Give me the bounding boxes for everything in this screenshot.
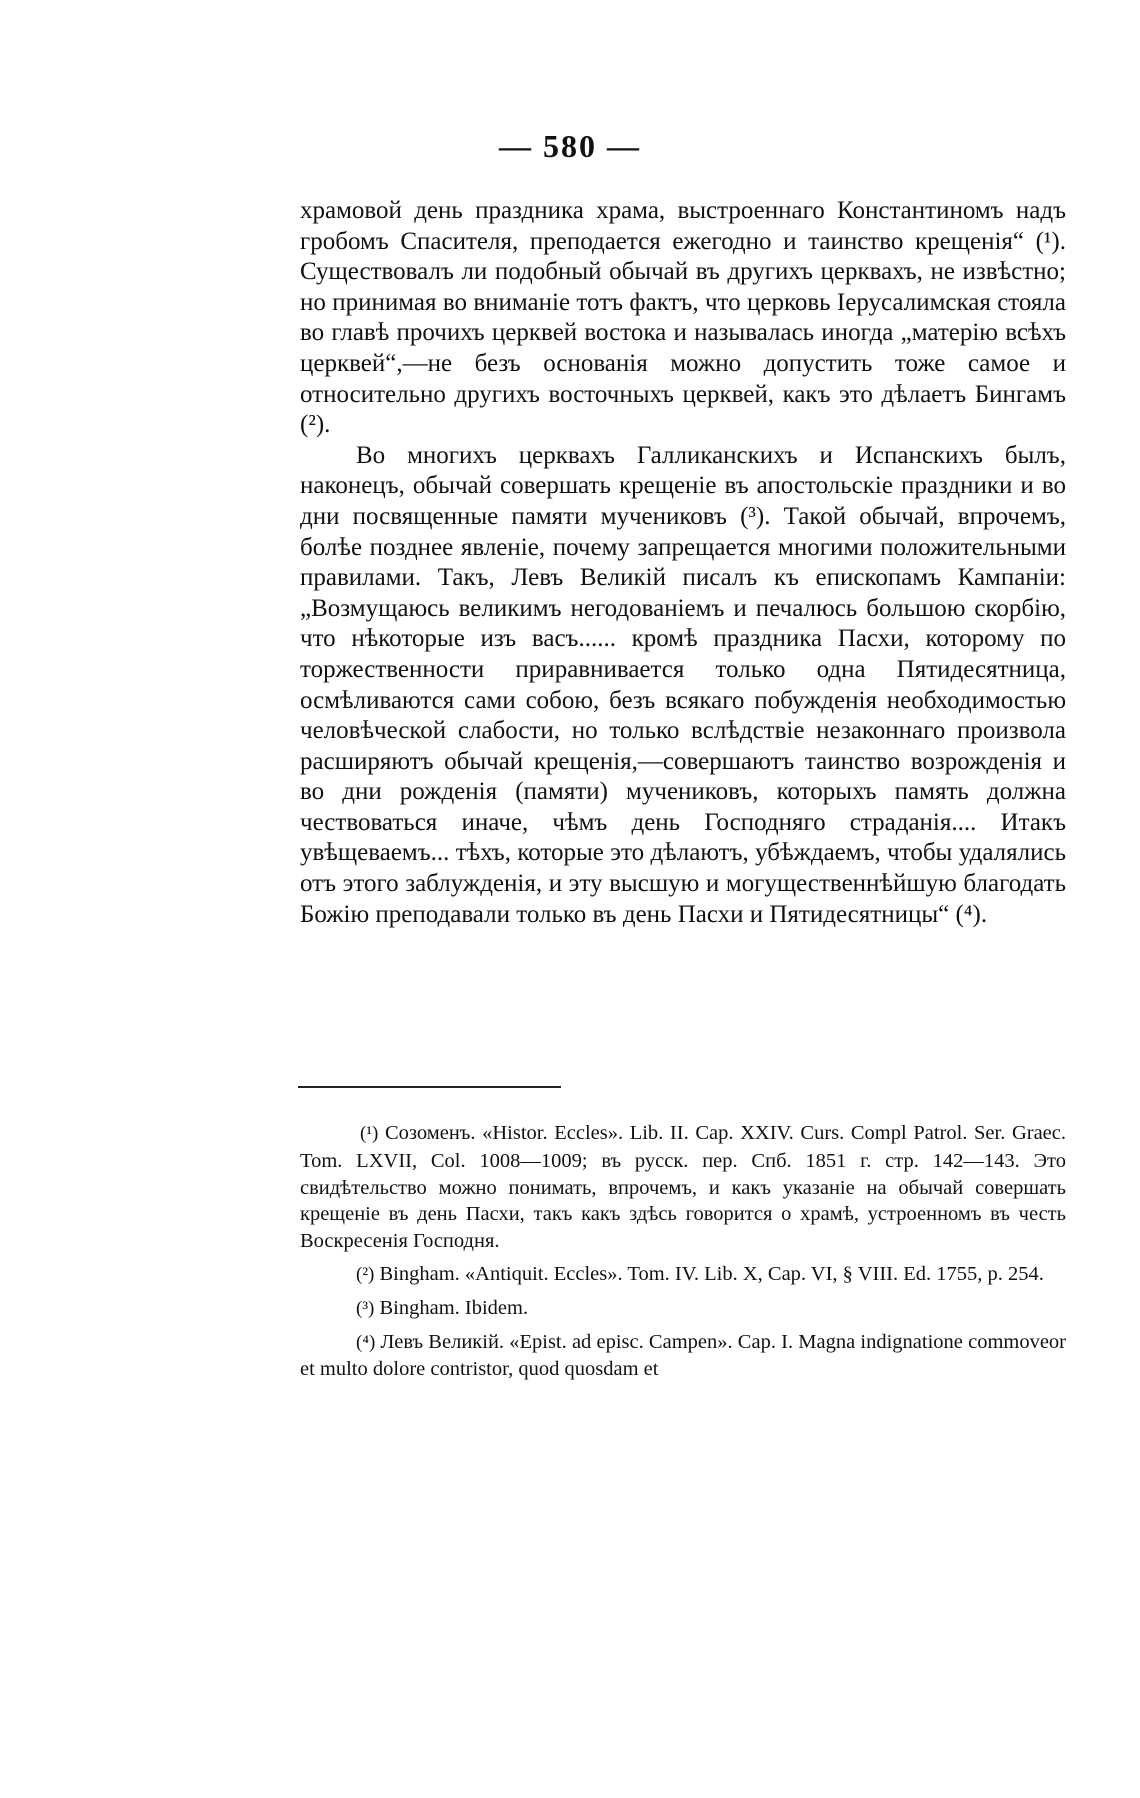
footnote-divider: [298, 1086, 561, 1088]
footnote: [300, 1295, 1066, 1323]
footnote: [300, 1261, 1066, 1289]
footnote-text: Созоменъ. «Histor. Eccles». Lib. II. Cap. XXIV. Curs. Compl Patrol. Ser. Graec. Tom. LXVII, Col. 1008—1009; въ русск. пер. Спб. 1851 г. стр. 142—143. Это свидѣтельство можно понимать, впрочемъ, и какъ указаніе на обычай совершать крещеніе въ день Пасхи, такъ какъ здѣсь говорится о храмѣ, устроенномъ въ честь Воскресенія Господня.: [300, 1122, 1067, 1253]
main-text: [300, 196, 1066, 930]
footnote-text: Bingham. «Antiquit. Eccles». Tom. IV. Lib. X, Cap. VI, § VIII. Ed. 1755, p. 254.: [379, 1262, 1044, 1285]
footnote-marker: (³): [356, 1297, 375, 1319]
paragraph: Во многихъ церквахъ Галликанскихъ и Испанскихъ былъ, наконецъ, обычай совершать крещеніе въ апостольскіе праздники и во дни посвященные памяти мучениковъ (³). Такой обычай, впрочемъ, болѣе позднее явленіе, почему запрещается многими положительными правилами. Такъ, Левъ Великій писалъ къ епископамъ Кампаніи: „Возмущаюсь великимъ негодованіемъ и печалюсь большою скорбію, что нѣкоторые изъ васъ...... кромѣ праздника Пасхи, которому по торжественности приравнивается только одна Пятидесятница, осмѣливаются сами собою, безъ всякаго побужденія необходимостью человѣческой слабости, но только вслѣдствіе незаконнаго произвола расширяютъ обычай крещенія,—совершаютъ таинство возрожденія и во дни рожденія (памяти) мучениковъ, которыхъ память должна чествоваться иначе, чѣмъ день Господняго страданія.... Итакъ увѣщеваемъ... тѣхъ, которые это дѣлаютъ, убѣждаемъ, чтобы удалялись отъ этого заблужденія, и эту высшую и могущественнѣйшую благодать Божію преподавали только въ день Пасхи и Пятидесятницы“ (⁴).: [300, 441, 1066, 928]
footnote-marker: (²): [356, 1263, 375, 1285]
footnote-marker: (¹): [360, 1123, 379, 1144]
footnote-marker: (⁴): [356, 1331, 376, 1353]
footnotes: [300, 1120, 1066, 1389]
footnote: [300, 1120, 1066, 1255]
paragraph-continued: храмовой день праздника храма, выстроеннаго Константиномъ надъ гробомъ Спасителя, преподается ежегодно и таинство крещенія“ (¹). Существовалъ ли подобный обычай въ другихъ церквахъ, не извѣстно; но принимая во вниманіе тотъ фактъ, что церковь Іерусалимская стояла во главѣ прочихъ церквей востока и называлась иногда „матерію всѣхъ церквей“,—не безъ основанія можно допустить тоже самое и относительно другихъ восточныхъ церквей, какъ это дѣлаетъ Бингамъ (²).: [300, 197, 1066, 439]
footnote-text: Левъ Великій. «Epist. ad episc. Campen». Cap. I. Magna indignatione commoveor et multo dolore contristor, quod quosdam et: [300, 1330, 1067, 1381]
footnote: [300, 1329, 1066, 1384]
page-number: — 580 —: [499, 128, 641, 164]
footnote-text: Bingham. Ibidem.: [379, 1296, 529, 1319]
